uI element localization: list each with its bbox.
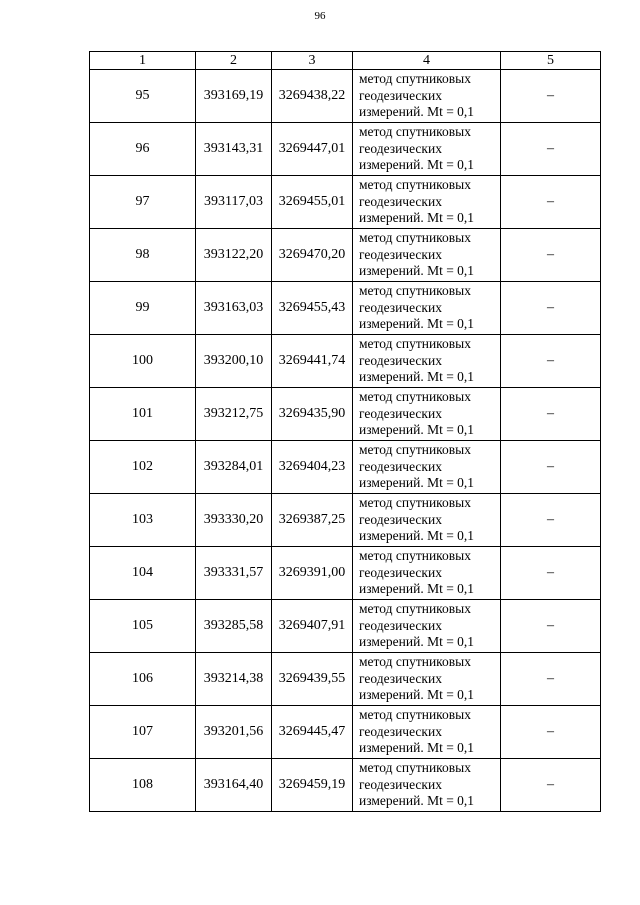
- y-coordinate-cell: 3269455,43: [272, 282, 353, 335]
- y-coordinate-cell: 3269404,23: [272, 441, 353, 494]
- method-text-line: метод спутниковых: [359, 177, 471, 193]
- note-cell: –: [501, 176, 601, 229]
- x-coordinate-cell: 393200,10: [196, 335, 272, 388]
- method-text-line: метод спутниковых: [359, 495, 471, 511]
- x-coordinate-cell: 393143,31: [196, 123, 272, 176]
- note-cell: –: [501, 653, 601, 706]
- method-text-line: измерений. Mt = 0,1: [359, 369, 475, 385]
- y-coordinate-cell: 3269447,01: [272, 123, 353, 176]
- method-text-line: измерений. Mt = 0,1: [359, 316, 475, 332]
- note-cell: –: [501, 70, 601, 123]
- method-cell: [353, 653, 501, 706]
- method-cell: [353, 441, 501, 494]
- y-coordinate-cell: 3269387,25: [272, 494, 353, 547]
- method-text-line: геодезических: [359, 193, 442, 209]
- table-row: [90, 282, 601, 335]
- method-text-line: измерений. Mt = 0,1: [359, 687, 475, 703]
- point-number-cell: 100: [90, 335, 196, 388]
- coordinates-table: [89, 51, 601, 812]
- method-text-line: геодезических: [359, 458, 442, 474]
- method-text-line: измерений. Mt = 0,1: [359, 634, 475, 650]
- point-number-cell: 107: [90, 706, 196, 759]
- method-text-line: метод спутниковых: [359, 230, 471, 246]
- method-text-line: метод спутниковых: [359, 124, 471, 140]
- table-row: [90, 176, 601, 229]
- method-text-line: геодезических: [359, 87, 442, 103]
- point-number-cell: 104: [90, 547, 196, 600]
- method-text-line: измерений. Mt = 0,1: [359, 581, 475, 597]
- table-row: [90, 759, 601, 812]
- x-coordinate-cell: 393164,40: [196, 759, 272, 812]
- y-coordinate-cell: 3269445,47: [272, 706, 353, 759]
- point-number-cell: 95: [90, 70, 196, 123]
- method-text-line: метод спутниковых: [359, 283, 471, 299]
- table-row: [90, 494, 601, 547]
- y-coordinate-cell: 3269470,20: [272, 229, 353, 282]
- x-coordinate-cell: 393117,03: [196, 176, 272, 229]
- method-text-line: геодезических: [359, 617, 442, 633]
- method-text-line: метод спутниковых: [359, 548, 471, 564]
- note-cell: –: [501, 282, 601, 335]
- method-text-line: метод спутниковых: [359, 760, 471, 776]
- y-coordinate-cell: 3269435,90: [272, 388, 353, 441]
- header-col-5: 5: [501, 52, 601, 70]
- table-row: [90, 441, 601, 494]
- note-cell: –: [501, 706, 601, 759]
- page-number: 96: [314, 10, 326, 22]
- table-row: [90, 335, 601, 388]
- table-row: [90, 70, 601, 123]
- point-number-cell: 99: [90, 282, 196, 335]
- method-text-line: геодезических: [359, 511, 442, 527]
- point-number-cell: 106: [90, 653, 196, 706]
- method-cell: [353, 759, 501, 812]
- header-col-2: 2: [196, 52, 272, 70]
- y-coordinate-cell: 3269391,00: [272, 547, 353, 600]
- point-number-cell: 97: [90, 176, 196, 229]
- note-cell: –: [501, 441, 601, 494]
- x-coordinate-cell: 393212,75: [196, 388, 272, 441]
- x-coordinate-cell: 393122,20: [196, 229, 272, 282]
- method-text-line: геодезических: [359, 564, 442, 580]
- method-text-line: геодезических: [359, 299, 442, 315]
- method-cell: [353, 494, 501, 547]
- y-coordinate-cell: 3269439,55: [272, 653, 353, 706]
- method-cell: [353, 706, 501, 759]
- y-coordinate-cell: 3269407,91: [272, 600, 353, 653]
- note-cell: –: [501, 229, 601, 282]
- method-text-line: метод спутниковых: [359, 389, 471, 405]
- method-text-line: измерений. Mt = 0,1: [359, 528, 475, 544]
- method-text-line: метод спутниковых: [359, 601, 471, 617]
- method-text-line: геодезических: [359, 405, 442, 421]
- header-col-4: 4: [353, 52, 501, 70]
- point-number-cell: 101: [90, 388, 196, 441]
- y-coordinate-cell: 3269441,74: [272, 335, 353, 388]
- table-row: [90, 229, 601, 282]
- note-cell: –: [501, 547, 601, 600]
- point-number-cell: 105: [90, 600, 196, 653]
- y-coordinate-cell: 3269459,19: [272, 759, 353, 812]
- method-text-line: измерений. Mt = 0,1: [359, 263, 475, 279]
- header-col-1: 1: [90, 52, 196, 70]
- note-cell: –: [501, 388, 601, 441]
- x-coordinate-cell: 393331,57: [196, 547, 272, 600]
- table-row: [90, 653, 601, 706]
- note-cell: –: [501, 123, 601, 176]
- method-text-line: геодезических: [359, 670, 442, 686]
- method-cell: [353, 123, 501, 176]
- table-row: [90, 547, 601, 600]
- method-text-line: измерений. Mt = 0,1: [359, 793, 475, 809]
- x-coordinate-cell: 393169,19: [196, 70, 272, 123]
- point-number-cell: 96: [90, 123, 196, 176]
- method-text-line: геодезических: [359, 723, 442, 739]
- x-coordinate-cell: 393214,38: [196, 653, 272, 706]
- x-coordinate-cell: 393284,01: [196, 441, 272, 494]
- point-number-cell: 102: [90, 441, 196, 494]
- x-coordinate-cell: 393201,56: [196, 706, 272, 759]
- method-cell: [353, 70, 501, 123]
- method-text-line: измерений. Mt = 0,1: [359, 740, 475, 756]
- x-coordinate-cell: 393285,58: [196, 600, 272, 653]
- note-cell: –: [501, 494, 601, 547]
- table-row: [90, 600, 601, 653]
- method-text-line: измерений. Mt = 0,1: [359, 475, 475, 491]
- method-cell: [353, 388, 501, 441]
- note-cell: –: [501, 759, 601, 812]
- method-text-line: геодезических: [359, 776, 442, 792]
- method-text-line: метод спутниковых: [359, 442, 471, 458]
- method-text-line: измерений. Mt = 0,1: [359, 104, 475, 120]
- method-text-line: метод спутниковых: [359, 336, 471, 352]
- y-coordinate-cell: 3269438,22: [272, 70, 353, 123]
- x-coordinate-cell: 393330,20: [196, 494, 272, 547]
- method-cell: [353, 229, 501, 282]
- point-number-cell: 98: [90, 229, 196, 282]
- method-cell: [353, 176, 501, 229]
- method-cell: [353, 600, 501, 653]
- method-text-line: измерений. Mt = 0,1: [359, 210, 475, 226]
- method-text-line: геодезических: [359, 352, 442, 368]
- x-coordinate-cell: 393163,03: [196, 282, 272, 335]
- table-row: [90, 388, 601, 441]
- table-row: [90, 706, 601, 759]
- table-row: [90, 123, 601, 176]
- method-text-line: метод спутниковых: [359, 71, 471, 87]
- y-coordinate-cell: 3269455,01: [272, 176, 353, 229]
- method-cell: [353, 335, 501, 388]
- point-number-cell: 103: [90, 494, 196, 547]
- method-cell: [353, 282, 501, 335]
- point-number-cell: 108: [90, 759, 196, 812]
- method-text-line: метод спутниковых: [359, 707, 471, 723]
- method-cell: [353, 547, 501, 600]
- method-text-line: измерений. Mt = 0,1: [359, 157, 475, 173]
- note-cell: –: [501, 335, 601, 388]
- method-text-line: измерений. Mt = 0,1: [359, 422, 475, 438]
- method-text-line: геодезических: [359, 246, 442, 262]
- header-col-3: 3: [272, 52, 353, 70]
- note-cell: –: [501, 600, 601, 653]
- method-text-line: метод спутниковых: [359, 654, 471, 670]
- method-text-line: геодезических: [359, 140, 442, 156]
- header-row: [90, 52, 601, 70]
